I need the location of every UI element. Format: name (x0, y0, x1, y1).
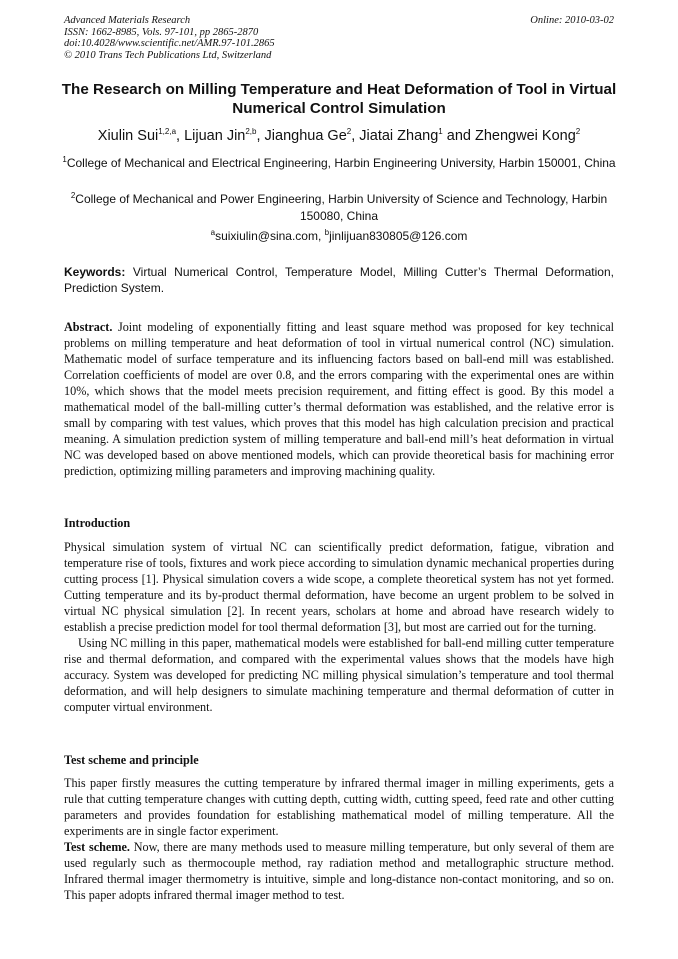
author-sup: 2 (346, 127, 352, 137)
author-sup: 2 (575, 127, 581, 137)
author-name: Zhengwei Kong (475, 128, 576, 144)
affiliation-text: College of Mechanical and Power Engineering, Harbin University of Science and Technology, Harbin 150080, China (75, 192, 608, 223)
abstract (64, 319, 614, 479)
test-scheme-body (64, 775, 614, 903)
abstract-text: Joint modeling of exponentially fitting and least square method was proposed for key technical problems on milling temperature and heat deformation of tool in virtual numerical control (NC) simulation. Mathematic model of surface temperature and its influencing factors based on ball-end mill was established. Correlation coefficients of model are over 0.8, and the errors comparing with the experimental ones are within 10%, which shows that the model meets precision requirement, and fitting effect is good. By this model a mathematical model of the ball-milling cutter’s thermal deformation was established, and the relative error is small by comparing with test values, which proves that this model has high calculation precision and practical meaning. A simulation prediction system of milling temperature and ball-end mill’s heat deformation in virtual NC was developed based on above mentioned models, which can provide theoretical basis for machining error prediction, optimizing milling parameters and improving machining quality. (64, 320, 614, 478)
email-address: suixiulin@sina.com, (215, 229, 325, 243)
test-scheme-heading: Test scheme and principle (64, 753, 199, 767)
doi-line: doi:10.4028/www.scientific.net/AMR.97-101.2865 (64, 38, 275, 49)
intro-paragraph: Physical simulation system of virtual NC can scientifically predict deformation, fatigue, vibration and temperature rise of tools, fixtures and work piece according to simulation dynamic mechanical properties during cutting process [1]. Physical simulation covers a wide scope, a complete theoretical system has not yet formed. Cutting temperature and its by-product thermal deformation, have become an urgent problem to be solved in virtual NC physical simulation [2]. In recent years, scholars at home and abroad have research widely to establish a precise prediction model for tool thermal deformation [3], but most are carried out for the turning. (64, 540, 614, 634)
keywords-label: Keywords: (64, 265, 126, 279)
author-name: Jiatai Zhang (359, 128, 439, 144)
author-name: Xiulin Sui (97, 128, 159, 144)
author-sup: 2,b (245, 127, 257, 137)
email-sup: b (324, 228, 330, 237)
author-name: Jianghua Ge (264, 128, 347, 144)
author-sep: and (442, 128, 475, 144)
introduction-heading: Introduction (64, 516, 131, 530)
test-paragraph: This paper firstly measures the cutting temperature by infrared thermal imager in milling experiments, gets a rule that cutting temperature changes with cutting depth, cutting width, cutting speed, feed rate and other cutting parameters and provides foundation for establishing mathematical model of milling temperature. All the experiments are in single factor experiment. (64, 776, 614, 838)
intro-paragraph: Using NC milling in this paper, mathematical models were established for ball-end milling cutter temperature rise and thermal deformation, and compared with the experimental values shows that the models have high accuracy. System was developed for predicting NC milling physical simulation’s temperature and tool thermal deformation, and will help designers to simulate machining temperature and thermal deformation of cutter in computer virtual environment. (64, 636, 614, 714)
author-name: Lijuan Jin (184, 128, 246, 144)
journal-name: Advanced Materials Research (64, 15, 191, 26)
email-sup: a (210, 228, 216, 237)
affiliation-text: College of Mechanical and Electrical Engineering, Harbin Engineering University, Harbin 150001, China (66, 156, 616, 170)
author-sep: , (176, 128, 185, 144)
email-address: jinlijuan830805@126.com (329, 229, 468, 243)
keywords-text: Virtual Numerical Control, Temperature Model, Milling Cutter’s Thermal Deformation, Prediction System. (64, 265, 614, 295)
issn-line: ISSN: 1662-8985, Vols. 97-101, pp 2865-2870 (64, 26, 259, 38)
test-scheme-runin-label: Test scheme. (64, 840, 130, 854)
keywords (64, 264, 614, 296)
affiliation-sup: 1 (62, 155, 67, 164)
journal-header (64, 15, 275, 61)
abstract-label: Abstract. (64, 320, 113, 334)
author-sep: , (351, 128, 360, 144)
test-paragraph (64, 839, 614, 903)
author-list (40, 126, 638, 146)
test-paragraph-text: Now, there are many methods used to measure milling temperature, but only several of them are used regularly such as thermocouple method, ray radiation method and metallographic structure method. Infrared thermal imager thermometry is intuitive, simple and long-distance non-contact monitoring, and so on. This paper adopts infrared thermal imager method to test. (64, 840, 614, 902)
email-line (60, 228, 618, 245)
author-sup: 1 (438, 127, 443, 137)
online-date: Online: 2010-03-02 (530, 15, 614, 26)
author-sup: 1,2,a (158, 127, 177, 137)
affiliation-2 (60, 191, 618, 225)
introduction-body (64, 539, 614, 715)
paper-title: The Research on Milling Temperature and Heat Deformation of Tool in Virtual Numerical Control Simulation (61, 81, 617, 117)
copyright-line: © 2010 Trans Tech Publications Ltd, Switzerland (64, 49, 272, 61)
affiliation-1 (60, 155, 618, 172)
author-sep: , (256, 128, 265, 144)
affiliation-sup: 2 (70, 191, 76, 200)
